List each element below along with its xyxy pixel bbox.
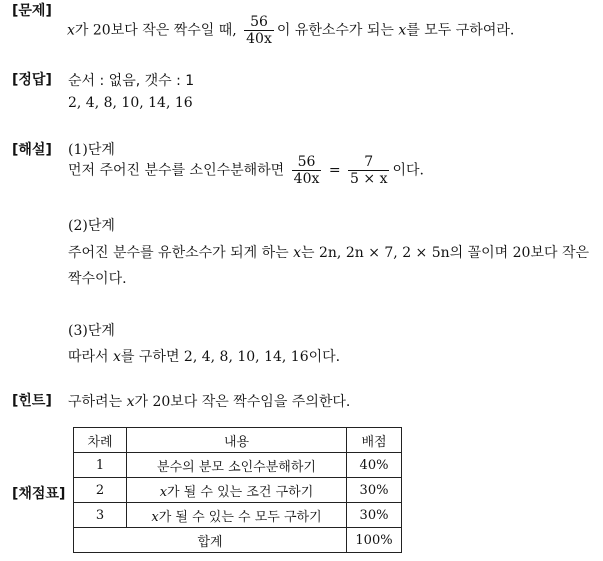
step1-title: (1)단계 [68, 142, 115, 158]
row-number: 1 [74, 453, 127, 478]
answer-line-2: 2, 4, 8, 10, 14, 16 [68, 95, 193, 111]
problem-frac-den: 40x [246, 31, 272, 48]
hint-line [68, 391, 350, 411]
hint-label: [힌트] [12, 393, 52, 409]
hint-var: x [126, 394, 135, 410]
row-number: 2 [74, 478, 127, 503]
row-score: 40% [347, 453, 402, 478]
problem-label: [문제] [12, 3, 52, 19]
table-row [74, 453, 402, 478]
row-content-text: 가 될 수 있는 조건 구하기 [167, 484, 314, 500]
step3-line [68, 346, 340, 366]
step1-fraction-1 [292, 154, 322, 187]
step1-frac1-num: 56 [292, 154, 322, 171]
solution-label: [해설] [12, 142, 52, 158]
step1-text: 먼저 주어진 분수를 소인수분해하면 [68, 162, 285, 179]
step1-line [68, 154, 424, 187]
row-var: x [159, 484, 168, 500]
problem-fraction [244, 14, 274, 47]
step1-frac2-num: 7 [348, 154, 389, 171]
table-header-row [74, 428, 402, 453]
row-var: x [151, 509, 159, 525]
row-score: 30% [347, 503, 402, 528]
step2-line-1 [68, 242, 589, 262]
row-content-text: 가 될 수 있는 수 모두 구하기 [158, 509, 322, 525]
row-content [127, 478, 347, 503]
table-row [74, 503, 402, 528]
step3-text-b: 를 구하면 2, 4, 8, 10, 14, 16이다. [120, 349, 341, 365]
header-score: 배점 [347, 428, 402, 453]
step1-frac2-den: 5 × x [350, 171, 388, 188]
problem-frac-num: 56 [244, 14, 274, 31]
step1-frac1-den: 40x [293, 171, 320, 188]
rubric-label: [채점표] [12, 486, 66, 502]
row-number: 3 [74, 503, 127, 528]
table-row [74, 478, 402, 503]
answer-label: [정답] [12, 72, 52, 88]
step2-var: x [293, 245, 302, 261]
row-score: 30% [347, 478, 402, 503]
row-content [127, 453, 347, 478]
problem-text-3: 를 모두 구하여라. [406, 22, 515, 39]
problem-text [67, 14, 514, 47]
hint-text-a: 구하려는 [68, 394, 123, 410]
row-content [127, 503, 347, 528]
total-label: 합계 [74, 528, 347, 553]
problem-var-2: x [398, 22, 407, 39]
total-score: 100% [347, 528, 402, 553]
row-content-text: 분수의 분모 소인수분해하기 [157, 459, 316, 475]
step2-text-a: 주어진 분수를 유한소수가 되게 하는 [68, 245, 289, 261]
problem-text-2: 이 유한소수가 되는 [276, 22, 394, 39]
header-content: 내용 [127, 428, 347, 453]
problem-var: x [67, 22, 75, 39]
header-order: 차례 [74, 428, 127, 453]
rubric-table [73, 427, 402, 553]
step3-var: x [113, 349, 121, 365]
answer-line-1: 순서 : 없음, 갯수 : 1 [68, 73, 195, 89]
step2-title: (2)단계 [68, 218, 115, 234]
step2-line-2: 짝수이다. [68, 271, 127, 287]
hint-text-b: 가 20보다 작은 짝수임을 주의한다. [134, 394, 351, 410]
step3-text-a: 따라서 [68, 349, 109, 365]
step1-fraction-2 [348, 154, 389, 187]
table-total-row [74, 528, 402, 553]
step2-text-b: 는 2n, 2n × 7, 2 × 5n의 꼴이며 20보다 작은 [301, 245, 590, 261]
step3-title: (3)단계 [68, 323, 115, 339]
step1-equals: = [328, 162, 341, 179]
step1-tail: 이다. [392, 162, 424, 179]
problem-text-1: 가 20보다 작은 짝수일 때, [74, 22, 237, 39]
